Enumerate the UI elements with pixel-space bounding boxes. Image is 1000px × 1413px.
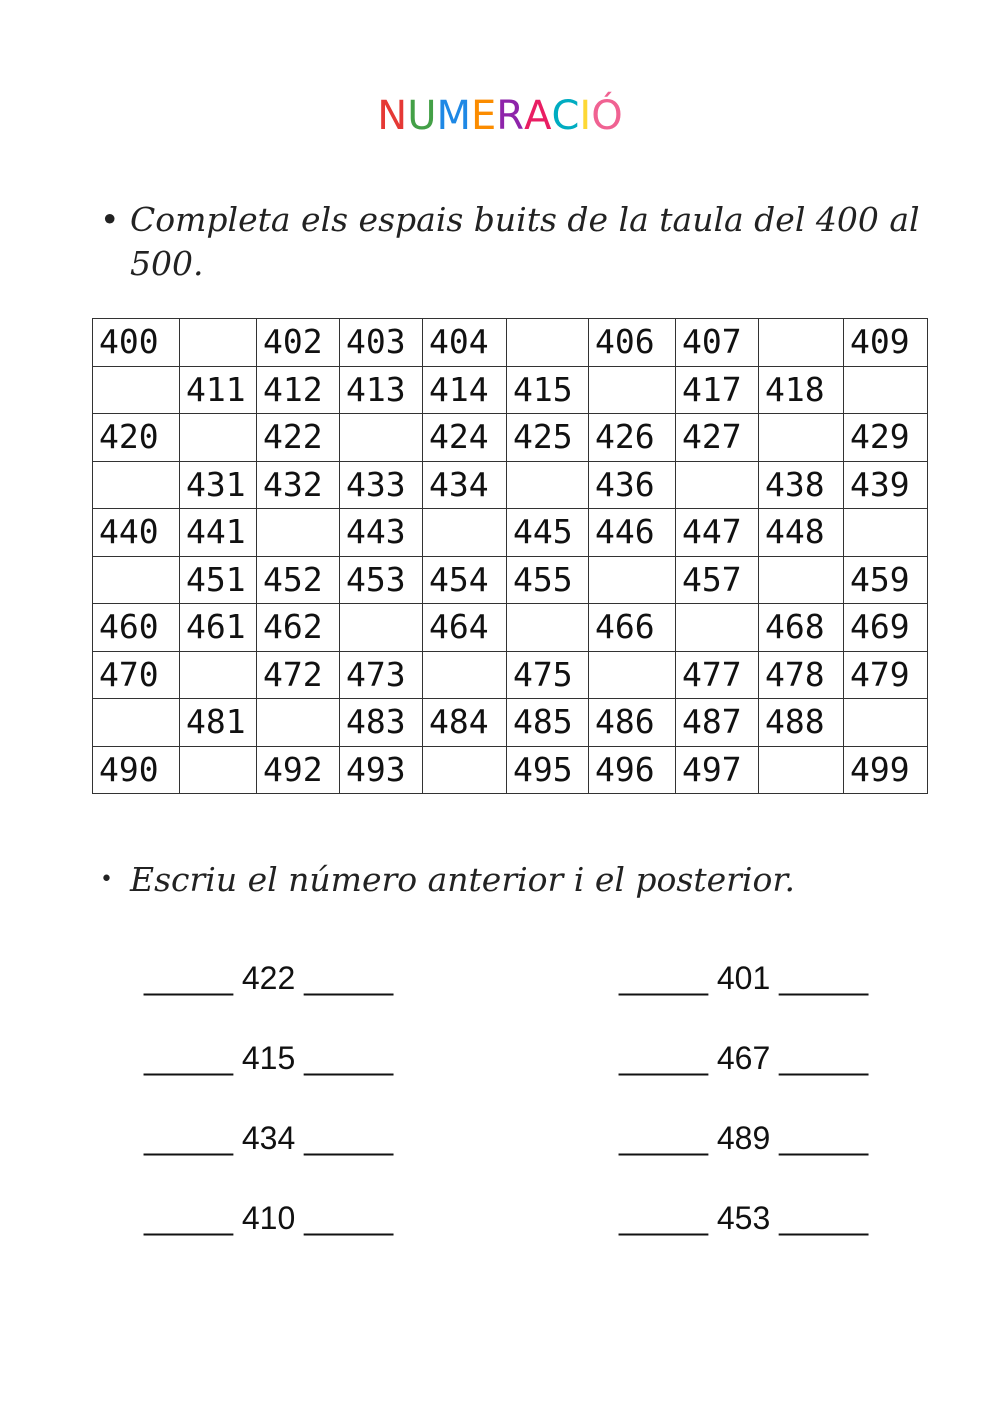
title-letter: I	[579, 93, 592, 139]
answer-blank-before[interactable]: _____	[619, 1200, 708, 1236]
exercise-item	[619, 958, 868, 998]
instruction-complete-table	[100, 198, 920, 288]
exercise-number: 401	[707, 960, 780, 996]
table-cell: 412	[257, 366, 340, 414]
table-cell-blank[interactable]	[507, 461, 589, 509]
table-cell: 496	[589, 746, 676, 794]
table-cell: 487	[676, 699, 759, 747]
answer-blank-after[interactable]: _____	[779, 1120, 869, 1156]
table-cell: 415	[507, 366, 589, 414]
exercise-item	[144, 958, 393, 998]
table-cell: 439	[844, 461, 928, 509]
table-cell: 407	[676, 319, 759, 367]
exercise-item	[144, 1118, 393, 1158]
answer-blank-before[interactable]: _____	[144, 1200, 233, 1236]
table-cell-blank[interactable]	[844, 509, 928, 557]
table-cell: 470	[93, 651, 180, 699]
table-cell: 495	[507, 746, 589, 794]
table-cell: 402	[257, 319, 340, 367]
table-cell: 478	[759, 651, 844, 699]
answer-blank-after[interactable]: _____	[779, 1200, 869, 1236]
table-cell: 426	[589, 414, 676, 462]
title-letter: E	[471, 93, 497, 139]
table-cell: 451	[180, 556, 257, 604]
table-cell: 418	[759, 366, 844, 414]
table-cell: 460	[93, 604, 180, 652]
exercise-item	[144, 1038, 393, 1078]
table-cell: 468	[759, 604, 844, 652]
title-letter: Ó	[591, 93, 623, 139]
table-row	[93, 366, 928, 414]
table-row	[93, 604, 928, 652]
table-cell-blank[interactable]	[180, 319, 257, 367]
table-cell-blank[interactable]	[93, 556, 180, 604]
table-cell: 485	[507, 699, 589, 747]
table-cell: 438	[759, 461, 844, 509]
title-letter: U	[407, 93, 437, 139]
bullet: •	[100, 867, 113, 892]
table-cell: 484	[423, 699, 507, 747]
table-cell-blank[interactable]	[423, 651, 507, 699]
table-cell: 454	[423, 556, 507, 604]
table-cell-blank[interactable]	[759, 556, 844, 604]
table-cell: 486	[589, 699, 676, 747]
table-cell: 472	[257, 651, 340, 699]
exercise-number: 467	[707, 1040, 780, 1076]
table-row	[93, 651, 928, 699]
table-cell-blank[interactable]	[93, 366, 180, 414]
table-cell-blank[interactable]	[759, 746, 844, 794]
table-cell-blank[interactable]	[257, 699, 340, 747]
table-cell: 464	[423, 604, 507, 652]
table-row	[93, 746, 928, 794]
answer-blank-before[interactable]: _____	[144, 1120, 233, 1156]
instruction-text: Escriu el número anterior i el posterior.	[130, 860, 795, 899]
table-cell: 440	[93, 509, 180, 557]
table-cell: 475	[507, 651, 589, 699]
table-cell: 493	[340, 746, 423, 794]
table-row	[93, 319, 928, 367]
answer-blank-before[interactable]: _____	[619, 1040, 708, 1076]
table-cell-blank[interactable]	[844, 699, 928, 747]
table-cell-blank[interactable]	[589, 651, 676, 699]
table-cell: 461	[180, 604, 257, 652]
table-cell: 427	[676, 414, 759, 462]
exercise-number: 489	[707, 1120, 780, 1156]
table-cell-blank[interactable]	[180, 651, 257, 699]
table-cell: 436	[589, 461, 676, 509]
table-cell: 477	[676, 651, 759, 699]
table-row	[93, 699, 928, 747]
exercise-item	[144, 1198, 393, 1238]
table-cell-blank[interactable]	[93, 461, 180, 509]
table-cell-blank[interactable]	[340, 414, 423, 462]
answer-blank-after[interactable]: _____	[304, 1200, 394, 1236]
exercise-number: 415	[232, 1040, 305, 1076]
title-letter: N	[377, 93, 408, 139]
table-row	[93, 556, 928, 604]
table-cell: 400	[93, 319, 180, 367]
table-cell-blank[interactable]	[589, 366, 676, 414]
exercise-number: 422	[232, 960, 305, 996]
table-cell: 481	[180, 699, 257, 747]
table-cell-blank[interactable]	[180, 746, 257, 794]
table-cell-blank[interactable]	[423, 509, 507, 557]
table-cell: 425	[507, 414, 589, 462]
table-cell: 479	[844, 651, 928, 699]
table-cell: 422	[257, 414, 340, 462]
table-cell: 411	[180, 366, 257, 414]
answer-blank-before[interactable]: _____	[619, 1120, 708, 1156]
answer-blank-before[interactable]: _____	[619, 960, 708, 996]
bullet: •	[100, 200, 120, 239]
table-cell: 448	[759, 509, 844, 557]
table-cell: 488	[759, 699, 844, 747]
table-cell: 441	[180, 509, 257, 557]
table-cell: 499	[844, 746, 928, 794]
table-cell-blank[interactable]	[423, 746, 507, 794]
table-row	[93, 461, 928, 509]
title-letter: R	[496, 93, 525, 139]
exercise-item	[619, 1118, 868, 1158]
title-letter: M	[436, 93, 472, 139]
table-cell-blank[interactable]	[759, 319, 844, 367]
table-cell: 466	[589, 604, 676, 652]
table-cell: 459	[844, 556, 928, 604]
table-cell-blank[interactable]	[676, 604, 759, 652]
table-cell-blank[interactable]	[507, 604, 589, 652]
table-cell: 490	[93, 746, 180, 794]
table-cell: 433	[340, 461, 423, 509]
table-cell: 409	[844, 319, 928, 367]
answer-blank-after[interactable]: _____	[304, 1120, 394, 1156]
table-cell: 429	[844, 414, 928, 462]
table-cell: 447	[676, 509, 759, 557]
table-cell: 492	[257, 746, 340, 794]
table-cell: 446	[589, 509, 676, 557]
table-cell-blank[interactable]	[676, 461, 759, 509]
table-cell: 473	[340, 651, 423, 699]
table-cell: 431	[180, 461, 257, 509]
answer-blank-after[interactable]: _____	[779, 960, 869, 996]
table-cell: 414	[423, 366, 507, 414]
instruction-text: Completa els espais buits de la taula del 400 al 500.	[130, 200, 920, 283]
table-cell: 453	[340, 556, 423, 604]
table-cell-blank[interactable]	[257, 509, 340, 557]
table-cell: 462	[257, 604, 340, 652]
title-letter: A	[524, 93, 552, 139]
answer-blank-after[interactable]: _____	[304, 1040, 394, 1076]
exercise-item	[619, 1038, 868, 1078]
table-cell: 445	[507, 509, 589, 557]
table-cell: 404	[423, 319, 507, 367]
table-row	[93, 509, 928, 557]
exercise-number: 453	[707, 1200, 780, 1236]
table-cell-blank[interactable]	[93, 699, 180, 747]
table-cell: 452	[257, 556, 340, 604]
table-cell: 406	[589, 319, 676, 367]
table-cell-blank[interactable]	[844, 366, 928, 414]
table-cell: 413	[340, 366, 423, 414]
table-cell: 469	[844, 604, 928, 652]
exercise-number: 410	[232, 1200, 305, 1236]
exercise-number: 434	[232, 1120, 305, 1156]
table-cell-blank[interactable]	[759, 414, 844, 462]
table-cell-blank[interactable]	[589, 556, 676, 604]
answer-blank-after[interactable]: _____	[779, 1040, 869, 1076]
table-cell: 417	[676, 366, 759, 414]
instruction-before-after	[100, 858, 920, 908]
table-cell-blank[interactable]	[340, 604, 423, 652]
exercise-item	[619, 1198, 868, 1238]
table-cell: 455	[507, 556, 589, 604]
table-cell: 434	[423, 461, 507, 509]
table-row	[93, 414, 928, 462]
table-cell: 457	[676, 556, 759, 604]
table-cell: 483	[340, 699, 423, 747]
table-cell: 443	[340, 509, 423, 557]
number-table	[92, 318, 928, 794]
table-cell: 424	[423, 414, 507, 462]
page-title	[0, 88, 1000, 144]
table-cell: 403	[340, 319, 423, 367]
title-letter: C	[551, 93, 580, 139]
answer-blank-after[interactable]: _____	[304, 960, 394, 996]
answer-blank-before[interactable]: _____	[144, 960, 233, 996]
table-cell: 420	[93, 414, 180, 462]
answer-blank-before[interactable]: _____	[144, 1040, 233, 1076]
table-cell-blank[interactable]	[507, 319, 589, 367]
table-cell: 497	[676, 746, 759, 794]
table-cell-blank[interactable]	[180, 414, 257, 462]
table-cell: 432	[257, 461, 340, 509]
